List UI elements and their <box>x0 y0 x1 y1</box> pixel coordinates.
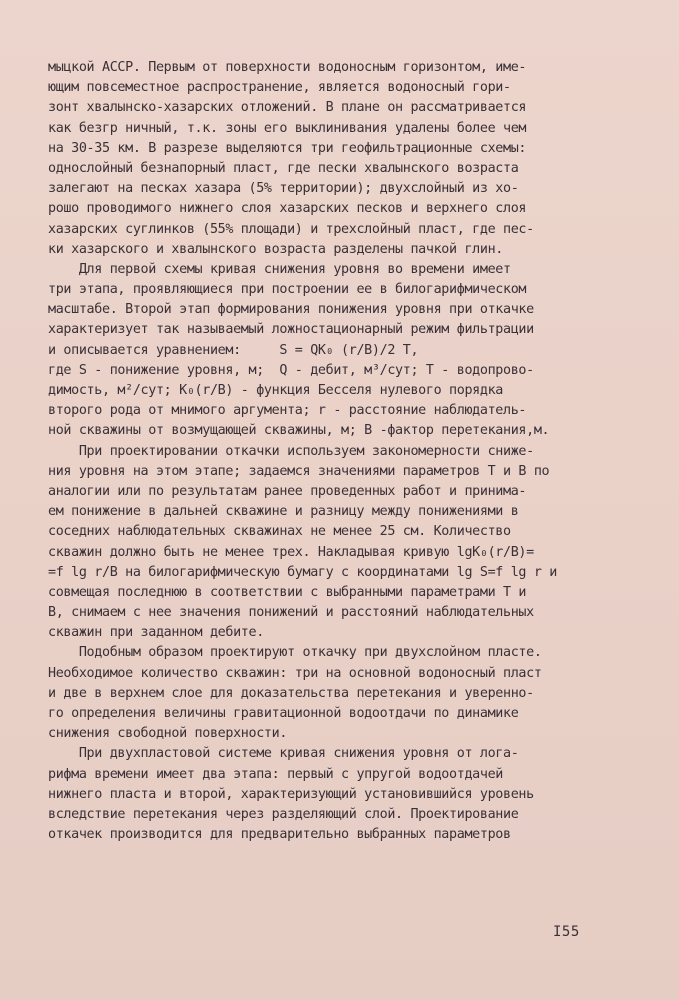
text-line: рошо проводимого нижнего слоя хазарских песков и верхнего слоя <box>48 201 527 217</box>
text-line: хазарских суглинков (55% площади) и трехслойный пласт, где пес- <box>48 221 534 237</box>
text-line: Подобным образом проектируют откачку при двухслойном пласте. <box>48 645 542 661</box>
text-line: ки хазарского и хвалынского возраста разделены пачкой глин. <box>48 241 503 257</box>
text-line: как безгр ничный, т.к. зоны его выклинивания удалены более чем <box>48 120 527 136</box>
body-text <box>48 58 608 845</box>
text-line: аналогии или по результатам ранее проведенных работ и принима- <box>48 483 527 499</box>
text-line: го определения величины гравитационной водоотдачи по динамике <box>48 706 519 721</box>
text-line: второго рода от мнимого аргумента; r - расстояние наблюдатель- <box>48 403 527 419</box>
text-line: залегают на песках хазара (5% территории); двухслойный из хо- <box>48 181 519 197</box>
text-line: масштабе. Второй этап формирования понижения уровня при откачке <box>48 302 534 318</box>
text-line: соседних наблюдательных скважинах не менее 25 см. Количество <box>48 524 511 540</box>
text-line: совмещая последнюю в соответствии с выбранными параметрами T и <box>48 584 527 600</box>
text-line: Для первой схемы кривая снижения уровня во времени имеет <box>48 261 511 277</box>
text-line: где S - понижение уровня, м; Q - дебит, м³/сут; T - водопрово- <box>48 362 534 378</box>
text-line: зонт хвалынско-хазарских отложений. В плане он рассматривается <box>48 100 527 116</box>
text-line: димость, м²/сут; K₀(r/B) - функция Бесселя нулевого порядка <box>48 383 503 398</box>
text-line: и описывается уравнением: S = QK₀ (r/B)/2 T, <box>48 342 419 358</box>
text-line: рифма времени имеет два этапа: первый с упругой водоотдачей <box>48 766 503 782</box>
text-line: однослойный безнапорный пласт, где пески хвалынского возраста <box>48 160 519 176</box>
text-line: мыцкой АССР. Первым от поверхности водоносным горизонтом, име- <box>48 60 527 75</box>
text-line: характеризует так называемый ложностационарный режим фильтрации <box>48 322 534 338</box>
text-line: и две в верхнем слое для доказательства перетекания и уверенно- <box>48 685 534 701</box>
text-line: на 30-35 км. В разрезе выделяются три геофильтрационные схемы: <box>48 140 527 156</box>
text-line: нижнего пласта и второй, характеризующий установившийся уровень <box>48 786 534 802</box>
text-line: скважин должно быть не менее трех. Накладывая кривую lgK₀(r/B)= <box>48 544 534 560</box>
text-line: три этапа, проявляющиеся при построении ее в билогарифмическом <box>48 282 527 298</box>
text-line: вследствие перетекания через разделяющий слой. Проектирование <box>48 806 519 822</box>
text-line: Необходимое количество скважин: три на основной водоносный пласт <box>48 665 542 681</box>
text-line: ной скважины от возмущающей скважины, м; B -фактор перетекания,м. <box>48 423 550 439</box>
text-line: откачек производится для предварительно выбранных параметров <box>48 827 511 843</box>
text-line: При проектировании откачки используем закономерности сниже- <box>48 443 534 459</box>
text-line: При двухпластовой системе кривая снижения уровня от лога- <box>48 746 519 762</box>
text-line: снижения свободной поверхности. <box>48 726 288 742</box>
page-number: I55 <box>553 924 580 940</box>
text-line: B, снимаем с нее значения понижений и расстояний наблюдательных <box>48 605 534 621</box>
text-line: ния уровня на этом этапе; задаемся значениями параметров T и B по <box>48 463 550 479</box>
text-line: скважин при заданном дебите. <box>48 625 264 641</box>
text-line: =f lg r/B на билогарифмическую бумагу с координатами lg S=f lg r и <box>48 564 557 580</box>
text-line: ем понижение в дальней скважине и разницу между понижениями в <box>48 504 519 520</box>
text-line: ющим повсеместное распространение, является водоносный гори- <box>48 80 511 96</box>
